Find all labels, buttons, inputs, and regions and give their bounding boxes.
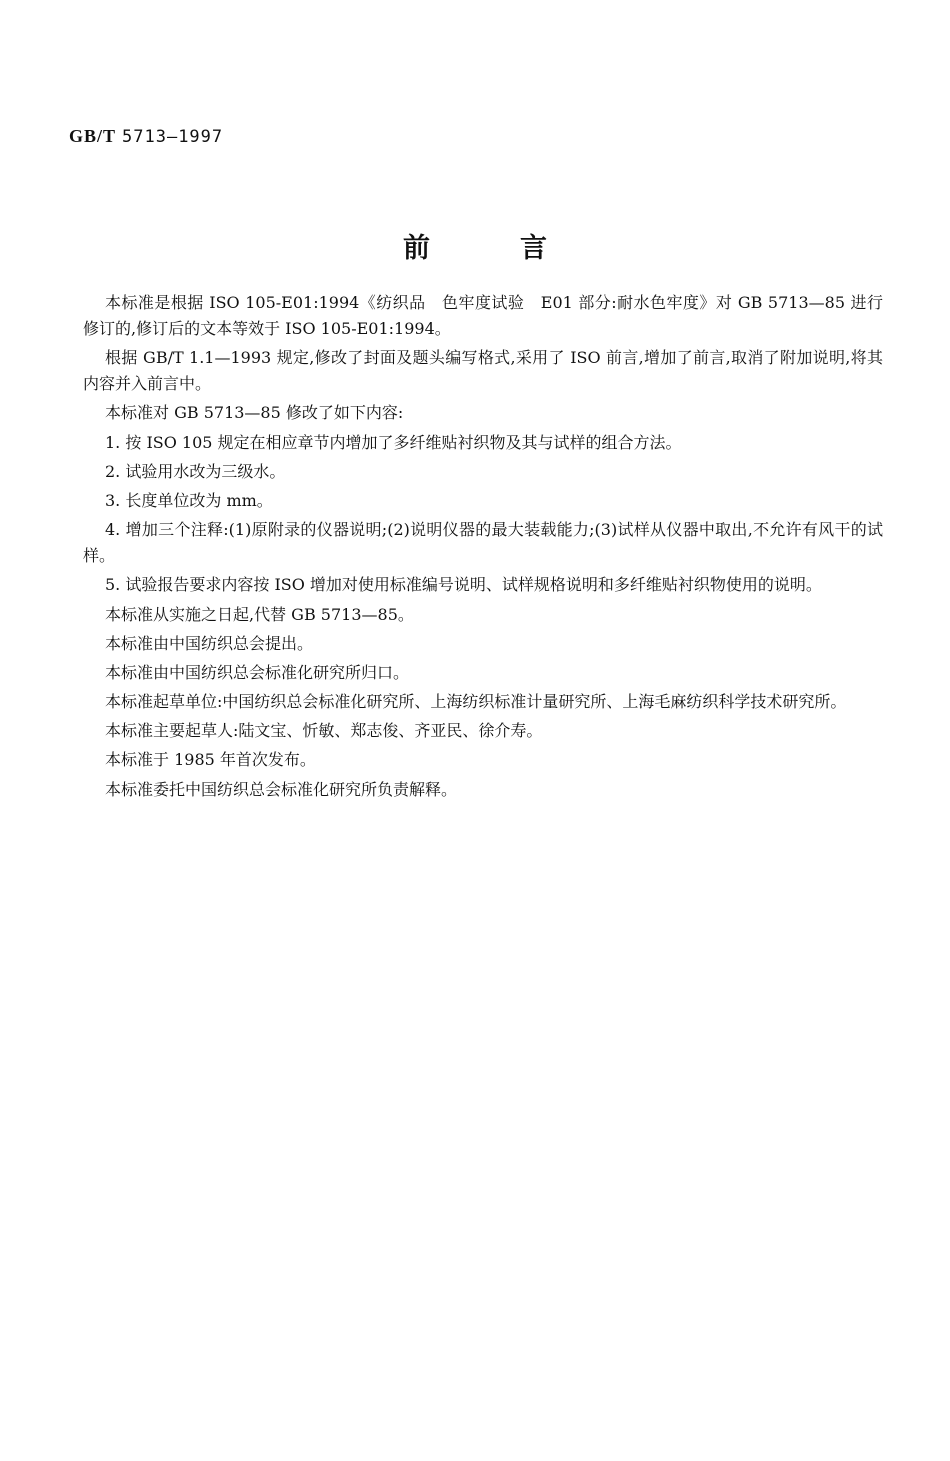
standard-number: 5713—1997 <box>122 127 224 147</box>
paragraph: 本标准起草单位:中国纺织总会标准化研究所、上海纺织标准计量研究所、上海毛麻纺织科学技术研究所。 <box>105 692 847 712</box>
page-title: 前言 <box>403 233 637 264</box>
list-item: 4. 增加三个注释:(1)原附录的仪器说明;(2)说明仪器的最大装载能力;(3)试样从仪器中取出,不允许有风干的试样。 <box>83 520 883 566</box>
paragraph: 本标准由中国纺织总会标准化研究所归口。 <box>105 662 410 682</box>
standard-prefix: GB/T <box>69 126 117 146</box>
standard-code <box>69 126 223 147</box>
list-item: 2. 试验用水改为三级水。 <box>105 461 286 481</box>
paragraph: 本标准从实施之日起,代替 GB 5713—85。 <box>105 604 414 624</box>
paragraph: 本标准委托中国纺织总会标准化研究所负责解释。 <box>105 779 458 799</box>
paragraph: 本标准是根据 ISO 105-E01:1994《纺织品 色牢度试验 E01 部分:耐水色牢度》对 GB 5713—85 进行修订的,修订后的文本等效于 ISO 105-E01:1994。 <box>83 293 883 338</box>
list-item: 1. 按 ISO 105 规定在相应章节内增加了多纤维贴衬织物及其与试样的组合方法。 <box>105 432 682 452</box>
paragraph: 本标准对 GB 5713—85 修改了如下内容: <box>105 403 404 423</box>
paragraph: 本标准由中国纺织总会提出。 <box>105 633 314 653</box>
paragraph: 本标准于 1985 年首次发布。 <box>105 750 316 770</box>
foreword-body <box>83 290 883 806</box>
paragraph: 根据 GB/T 1.1—1993 规定,修改了封面及题头编写格式,采用了 ISO 前言,增加了前言,取消了附加说明,将其内容并入前言中。 <box>83 348 883 394</box>
list-item: 3. 长度单位改为 mm。 <box>105 490 273 510</box>
paragraph: 本标准主要起草人:陆文宝、忻敏、郑志俊、齐亚民、徐介寿。 <box>105 721 543 741</box>
list-item: 5. 试验报告要求内容按 ISO 增加对使用标准编号说明、试样规格说明和多纤维贴衬织物使用的说明。 <box>105 575 822 595</box>
